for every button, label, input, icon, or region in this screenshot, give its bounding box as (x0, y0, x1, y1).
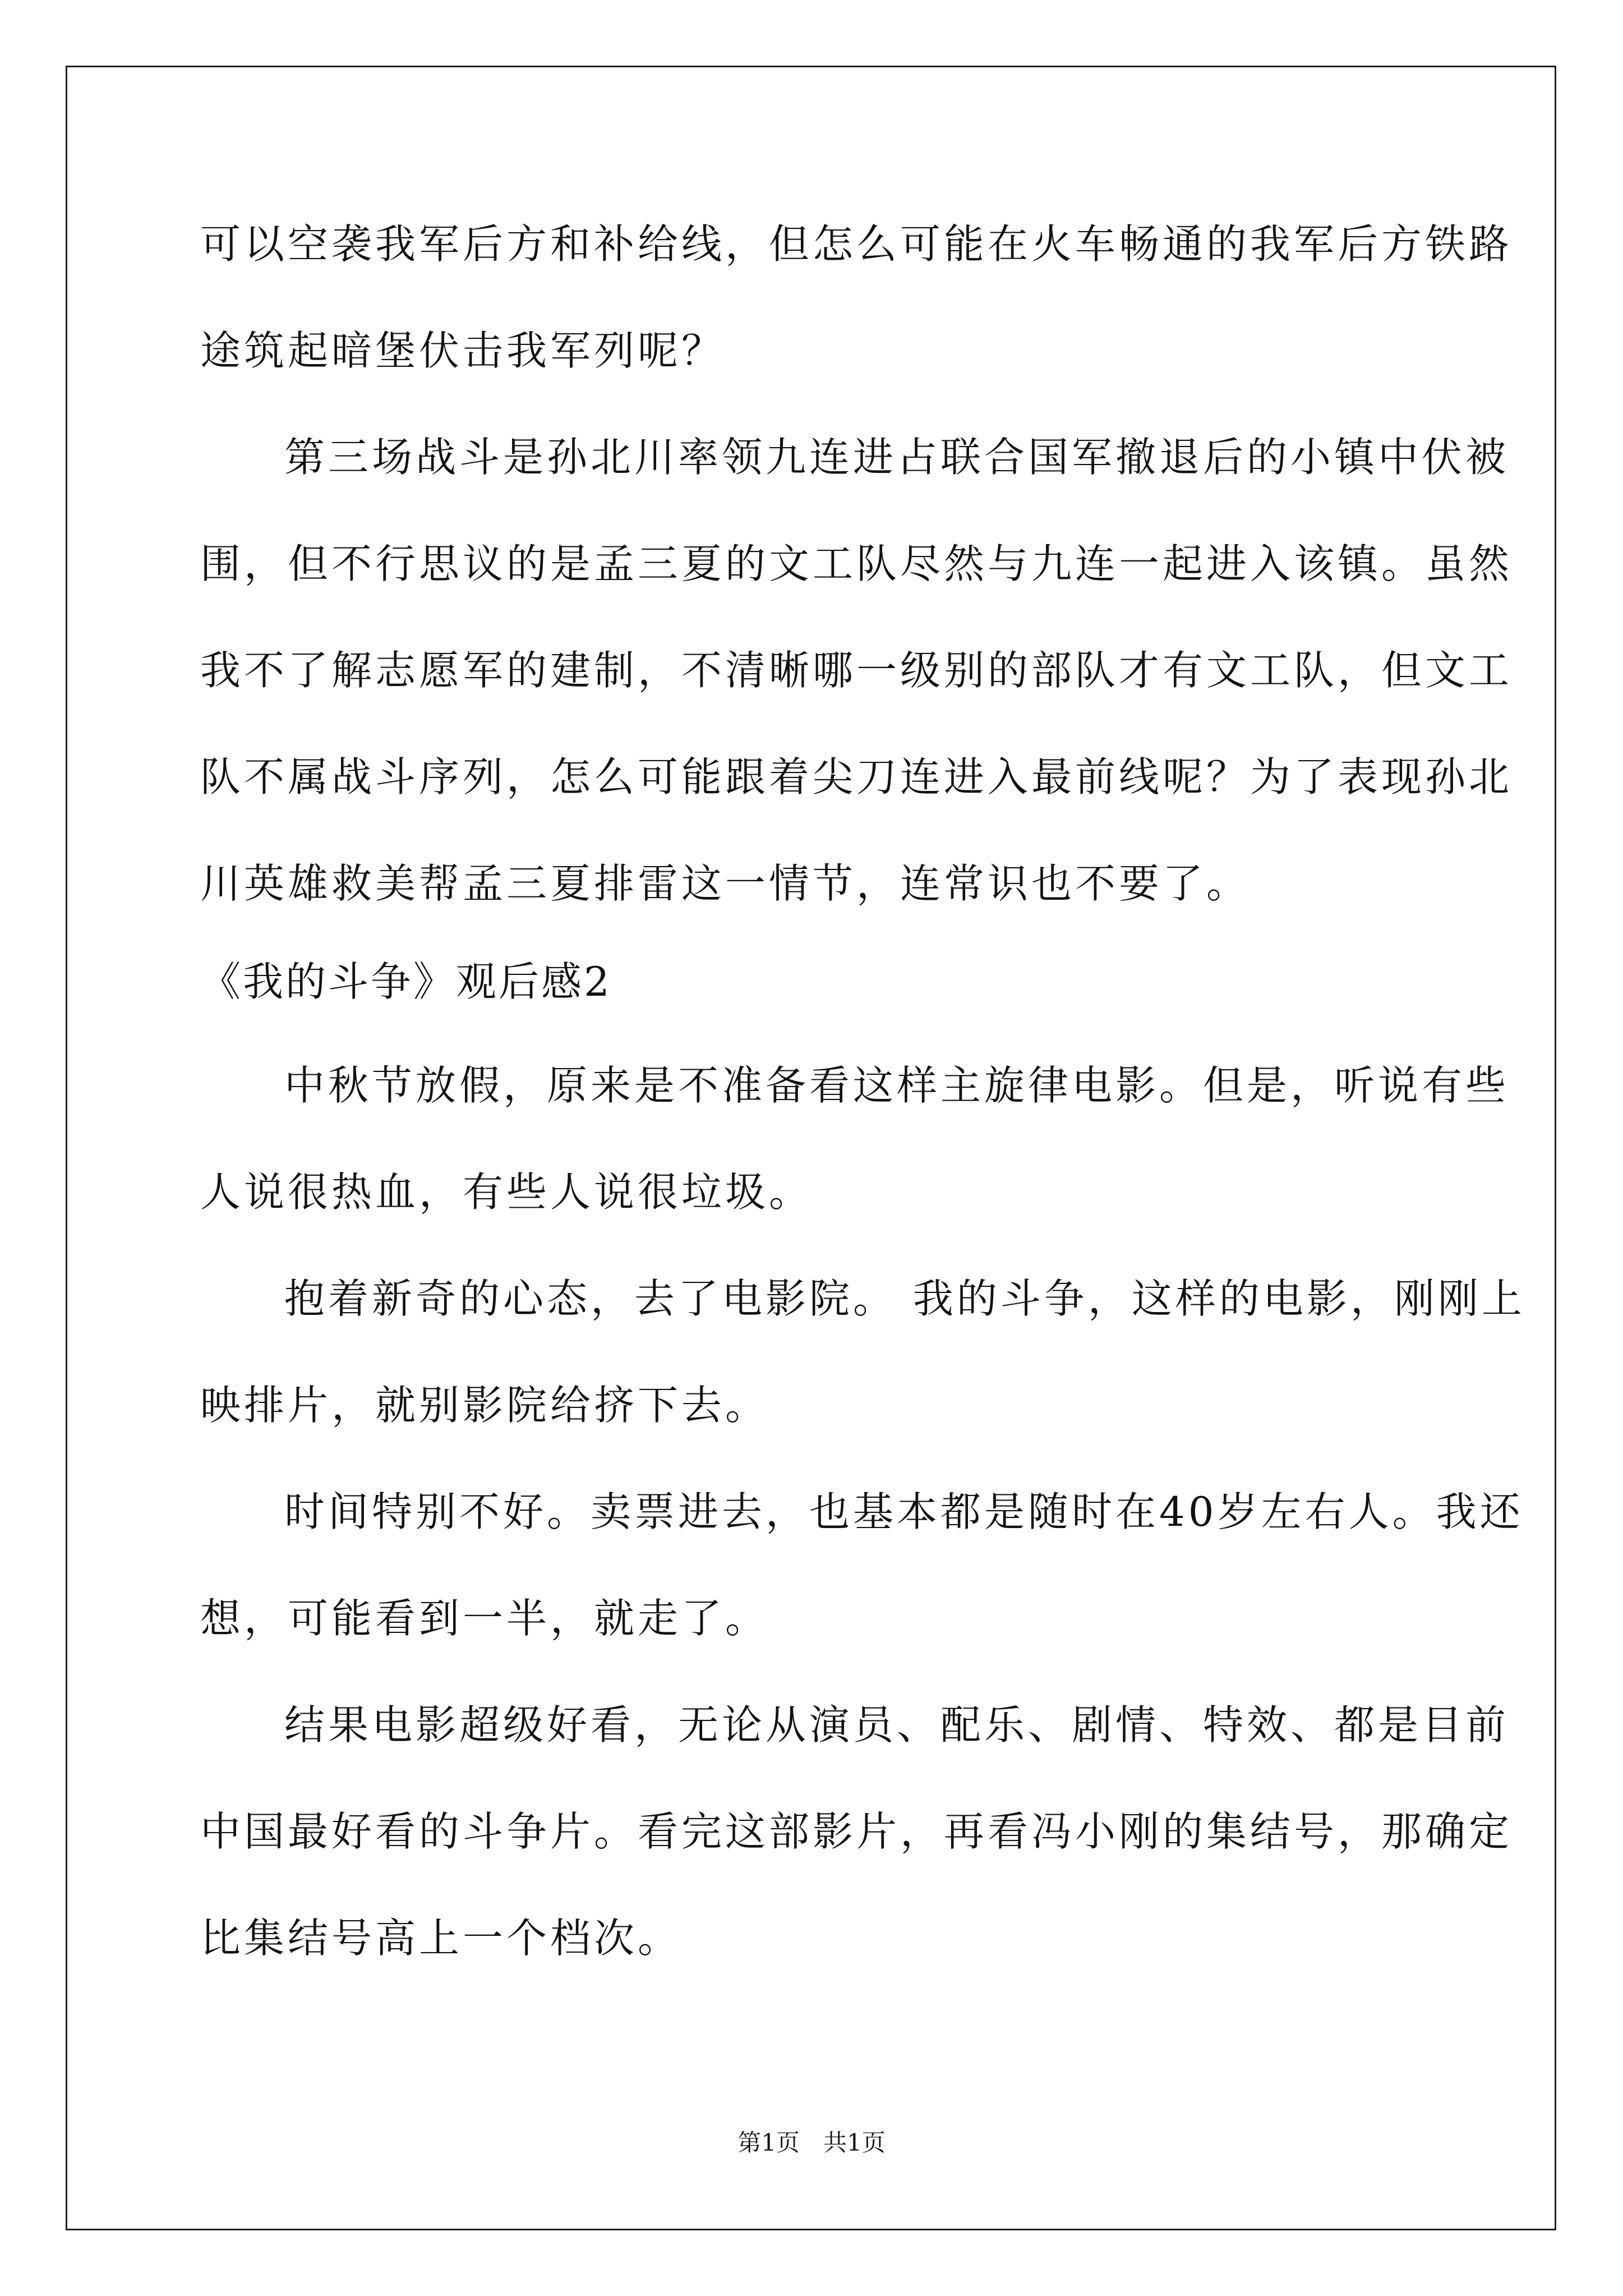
text-line: 可以空袭我军后方和补给线，但怎么可能在火车畅通的我军后方铁路 (200, 220, 1513, 268)
text-line: 人说很热血，有些人说很垃圾。 (200, 1168, 813, 1216)
paragraph-start-line: 中秋节放假，原来是不准备看这样主旋律电影。但是，听说有些 (284, 1062, 1510, 1109)
paragraph-start-line: 第三场战斗是孙北川率领九连进占联合国军撤退后的小镇中伏被 (284, 434, 1510, 481)
page-number-footer: 第1页 共1页 (737, 2129, 886, 2156)
page-border (66, 66, 1556, 2230)
text-line: 途筑起暗堡伏击我军列呢？ (200, 327, 726, 374)
paragraph-start-line: 结果电影超级好看，无论从演员、配乐、剧情、特效、都是目前 (284, 1701, 1510, 1749)
text-line: 围，但不行思议的是孟三夏的文工队尽然与九连一起进入该镇。虽然 (200, 540, 1513, 587)
paragraph-start-line: 时间特别不好。卖票进去，也基本都是随时在40岁左右人。我还 (284, 1488, 1524, 1535)
section-heading: 《我的斗争》观后感2 (200, 958, 612, 1005)
text-line: 我不了解志愿军的建制，不清晰哪一级别的部队才有文工队，但文工 (200, 647, 1513, 694)
text-line: 映排片，就别影院给挤下去。 (200, 1382, 769, 1429)
paragraph-start-line: 抱着新奇的心态，去了电影院。 我的斗争，这样的电影，刚刚上 (284, 1275, 1525, 1322)
text-line: 想，可能看到一半，就走了。 (200, 1595, 769, 1642)
text-line: 川英雄救美帮孟三夏排雷这一情节，连常识也不要了。 (200, 860, 1251, 907)
text-line: 中国最好看的斗争片。看完这部影片，再看冯小刚的集结号，那确定 (200, 1808, 1513, 1855)
text-line: 队不属战斗序列，怎么可能跟着尖刀连进入最前线呢？为了表现孙北 (200, 753, 1513, 800)
text-line: 比集结号高上一个档次。 (200, 1915, 682, 1962)
